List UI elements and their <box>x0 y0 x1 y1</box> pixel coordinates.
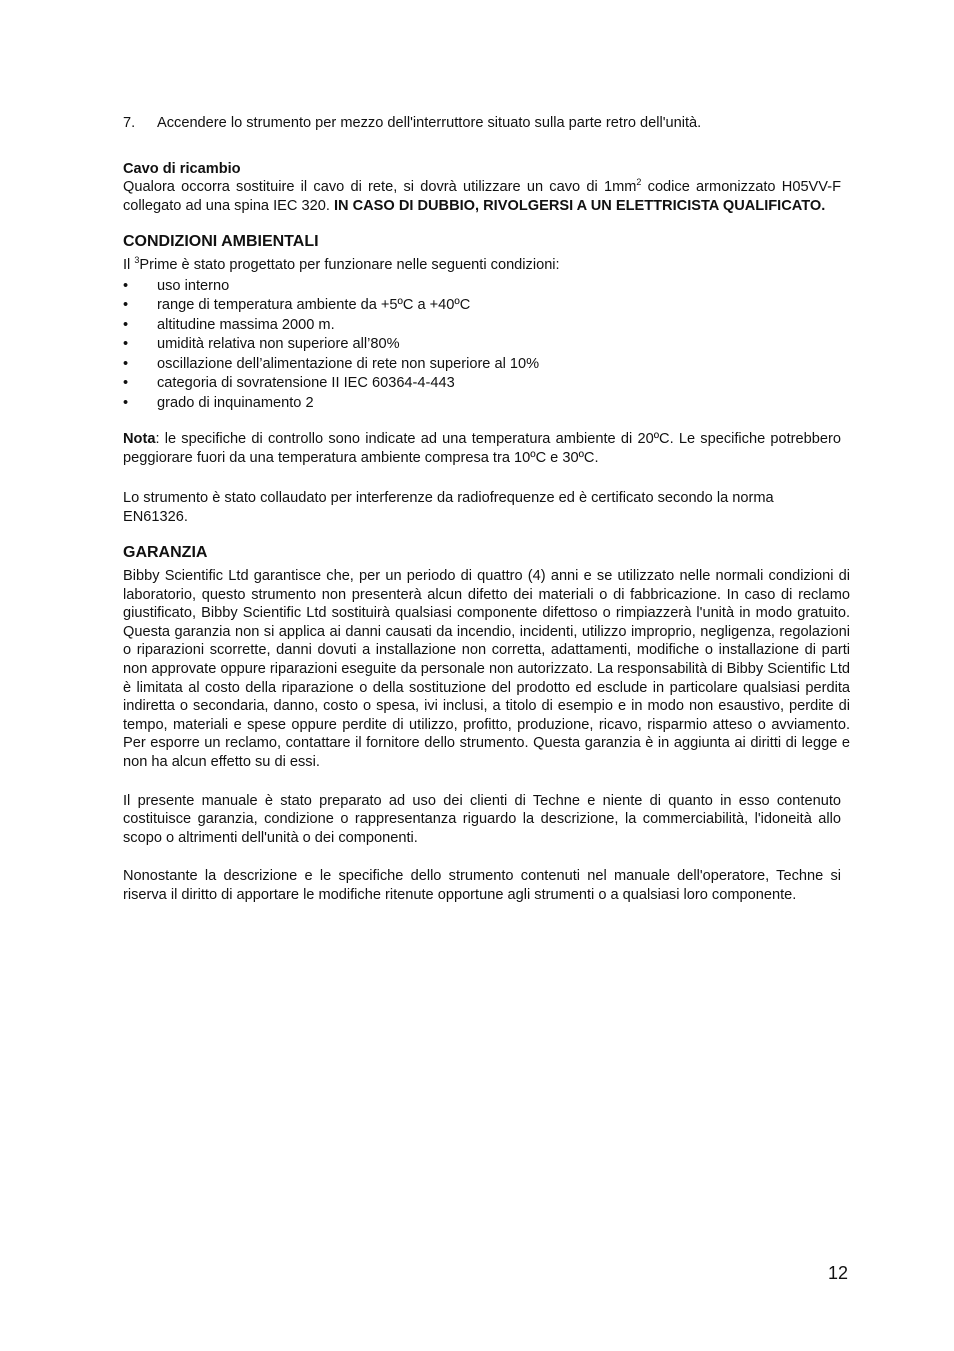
list-item <box>123 355 841 375</box>
item-text: umidità relativa non superiore all’80% <box>157 336 400 353</box>
cavo-paragraph <box>123 178 841 215</box>
list-item <box>123 296 841 316</box>
item-text: range di temperatura ambiente da +5ºC a +40ºC <box>157 297 471 314</box>
cavo-sup: 2 <box>636 177 642 188</box>
garanzia-heading: GARANZIA <box>123 544 208 562</box>
step-number: 7. <box>123 115 136 131</box>
list-item <box>123 374 841 394</box>
intro-b: Prime è stato progettato per funzionare nelle seguenti condizioni: <box>139 256 560 273</box>
bullet: • <box>123 316 129 333</box>
nota-text: : le specifiche di controllo sono indicate ad una temperatura ambiente di 20ºC. Le specifiche potrebbero peggiorare fuori da una temperatura ambiente compresa tra 10ºC e 30ºC. <box>123 431 841 466</box>
item-text: altitudine massima 2000 m. <box>157 316 335 333</box>
list-item <box>123 316 841 336</box>
list-item <box>123 394 841 414</box>
intro-a: Il <box>123 256 135 273</box>
cavo-text-b: codice armonizzato H05VV-F collegato ad una spina IEC 320. <box>123 179 841 214</box>
bullet: • <box>123 375 129 392</box>
list-item <box>123 335 841 355</box>
nota-label: Nota <box>123 431 156 448</box>
condizioni-list <box>123 277 841 414</box>
garanzia-paragraph-2: Il presente manuale è stato preparato ad uso dei clienti di Techne e niente di quanto in esso contenuto costituisce garanzia, condizione o rappresentanza riguardo la descrizione, la commerciabilità, l'idoneità allo scopo o altrimenti dell'unità o dei componenti. <box>123 792 841 846</box>
step-7 <box>123 114 841 133</box>
bullet: • <box>123 297 129 314</box>
step-text: Accendere lo strumento per mezzo dell'interruttore situato sulla parte retro dell'unità. <box>157 115 702 131</box>
list-item <box>123 277 841 297</box>
garanzia-paragraph-3: Nonostante la descrizione e le specifiche dello strumento contenuti nel manuale dell'operatore, Techne si riserva il diritto di apportare le modifiche ritenute opportune agli strumenti o a qualsiasi loro componente. <box>123 868 841 903</box>
item-text: uso interno <box>157 277 230 294</box>
condizioni-intro <box>123 256 841 275</box>
condizioni-heading: CONDIZIONI AMBIENTALI <box>123 233 319 251</box>
intro-sup: 3 <box>134 254 140 265</box>
collaudo-paragraph: Lo strumento è stato collaudato per interferenze da radiofrequenze ed è certificato secondo la norma EN61326. <box>123 490 774 525</box>
garanzia-paragraph-1: Bibby Scientific Ltd garantisce che, per un periodo di quattro (4) anni e se utilizzato nelle normali condizioni di laboratorio, questo strumento non presenterà alcun difetto dei materiali o di fabbricazione. In caso di reclamo giustificato, Bibby Scientific Ltd sostituirà qualsiasi componente difettoso o rimpiazzerà l'unità in modo gratuito. Questa garanzia non si applica ai danni causati da incendio, incidenti, utilizzo improprio, negligenza, regolazioni o riparazioni scorrette, danni dovuti a installazione non corretta, adattamenti, modifiche o installazione di parti non approvate oppure riparazioni eseguite da personale non autorizzato. La responsabilità di Bibby Scientific Ltd è limitata al costo della riparazione o della sostituzione del prodotto ed esclude in particolare qualsiasi perdita indiretta o secondaria, danno, costo o spesa, ivi inclusi, a titolo di esempio e in modo non esaustivo, perdite di tempo, materiali e spese oppure perdite di utilizzo, profitto, produzione, ricavo, risparmio atteso o avviamento. Per esporre un reclamo, contattare il fornitore dello strumento. Questa garanzia è in aggiunta ai diritti di legge e non ha alcun effetto su di essi. <box>123 568 850 770</box>
cavo-text-a: Qualora occorra sostituire il cavo di rete, si dovrà utilizzare un cavo di 1mm <box>123 179 637 196</box>
bullet: • <box>123 277 129 294</box>
page-number: 12 <box>828 1263 849 1283</box>
item-text: categoria di sovratensione II IEC 60364-4-443 <box>157 375 455 392</box>
bullet: • <box>123 394 129 411</box>
item-text: grado di inquinamento 2 <box>157 394 314 411</box>
nota-paragraph <box>123 430 841 467</box>
cavo-heading: Cavo di ricambio <box>123 160 241 177</box>
cavo-warning: IN CASO DI DUBBIO, RIVOLGERSI A UN ELETTRICISTA QUALIFICATO. <box>333 197 826 214</box>
bullet: • <box>123 336 129 353</box>
item-text: oscillazione dell’alimentazione di rete non superiore al 10% <box>157 355 540 372</box>
bullet: • <box>123 355 129 372</box>
document-page <box>123 112 850 905</box>
